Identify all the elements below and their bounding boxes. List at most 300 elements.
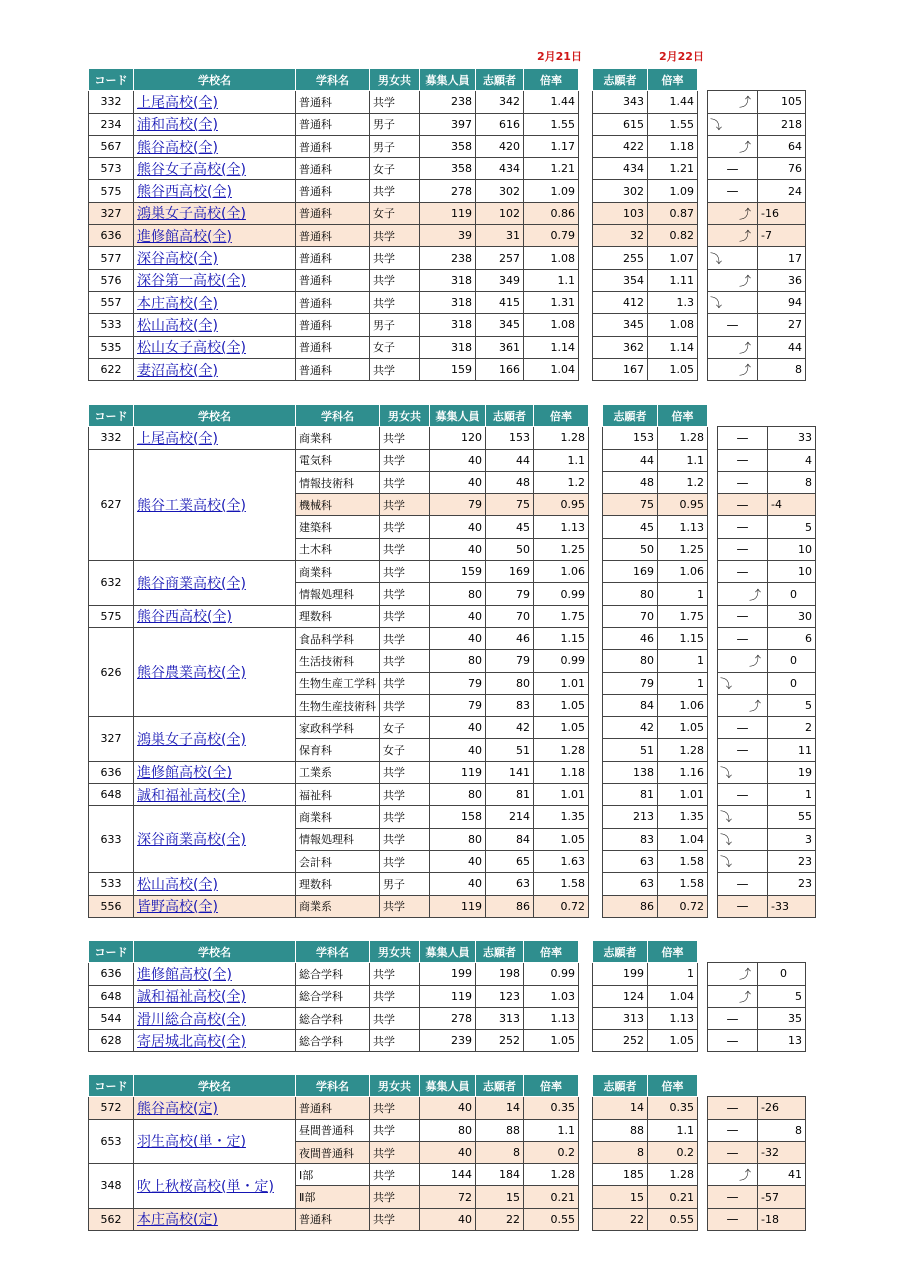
school-code: 533 bbox=[89, 314, 134, 336]
applicants-day2: 83 bbox=[603, 828, 658, 850]
header-applicants-day2: 志願者 bbox=[593, 941, 648, 963]
gender: 共学 bbox=[380, 449, 430, 471]
ratio-day1: 1.1 bbox=[524, 1119, 579, 1141]
department: Ⅱ部 bbox=[296, 1186, 370, 1208]
margin-value: 0 bbox=[758, 963, 806, 985]
ratio-day1: 0.21 bbox=[524, 1186, 579, 1208]
school-code: 348 bbox=[89, 1164, 134, 1209]
spacer bbox=[698, 135, 708, 157]
trend-cell bbox=[708, 1208, 758, 1230]
gender: 共学 bbox=[370, 1097, 420, 1119]
gender: 女子 bbox=[380, 717, 430, 739]
trend-up-icon: ⤴ bbox=[738, 363, 751, 377]
capacity: 159 bbox=[420, 358, 476, 380]
margin-value: 0 bbox=[768, 583, 816, 605]
spacer bbox=[579, 69, 593, 91]
gender: 共学 bbox=[380, 427, 430, 449]
gender: 女子 bbox=[370, 202, 420, 224]
ratio-day2: 1.11 bbox=[648, 269, 698, 291]
department: 商業系 bbox=[296, 895, 380, 917]
header-applicants-day2: 志願者 bbox=[603, 405, 658, 427]
spacer bbox=[708, 784, 718, 806]
applicants-day1: 48 bbox=[486, 471, 534, 493]
school-link[interactable]: 本庄高校(定) bbox=[137, 1212, 218, 1229]
trend-cell bbox=[718, 605, 768, 627]
trend-down-icon: ⤵ bbox=[720, 676, 733, 691]
spacer bbox=[589, 806, 603, 828]
header-school: 学校名 bbox=[134, 69, 296, 91]
table-row bbox=[89, 449, 816, 471]
ratio-day1: 1.05 bbox=[534, 828, 589, 850]
ratio-day2: 1.3 bbox=[648, 291, 698, 313]
department: 普通科 bbox=[296, 247, 370, 269]
header-dept: 学科名 bbox=[296, 1075, 370, 1097]
applicants-day2: 22 bbox=[593, 1208, 648, 1230]
spacer bbox=[698, 314, 708, 336]
gender: 共学 bbox=[380, 494, 430, 516]
trend-up-icon: ⤴ bbox=[738, 140, 751, 155]
capacity: 119 bbox=[420, 985, 476, 1007]
department: 理数科 bbox=[296, 605, 380, 627]
school-code: 573 bbox=[89, 158, 134, 180]
header-ratio-day2: 倍率 bbox=[648, 69, 698, 91]
department: 普通科 bbox=[296, 291, 370, 313]
spacer bbox=[698, 985, 708, 1007]
department: 普通科 bbox=[296, 314, 370, 336]
trend-cell bbox=[718, 761, 768, 783]
trend-up-icon: ⤴ bbox=[738, 1168, 751, 1183]
ratio-day2: 0.21 bbox=[648, 1186, 698, 1208]
ratio-day2: 1.08 bbox=[648, 314, 698, 336]
margin-value: 0 bbox=[768, 650, 816, 672]
department: 総合学科 bbox=[296, 1007, 370, 1029]
applicants-day2: 412 bbox=[593, 291, 648, 313]
school-code: 575 bbox=[89, 180, 134, 202]
gender: 共学 bbox=[380, 850, 430, 872]
applicants-day1: 50 bbox=[486, 538, 534, 560]
margin-value: 218 bbox=[758, 113, 806, 135]
school-name-cell bbox=[134, 291, 296, 313]
capacity: 80 bbox=[430, 784, 486, 806]
margin-value: -16 bbox=[758, 202, 806, 224]
spacer bbox=[708, 806, 718, 828]
school-link[interactable]: 上尾高校(全) bbox=[137, 94, 218, 111]
spacer bbox=[579, 113, 593, 135]
trend-up-icon: ⤴ bbox=[748, 587, 761, 602]
school-name-cell bbox=[134, 202, 296, 224]
applicants-day1: 184 bbox=[476, 1164, 524, 1186]
trend-cell bbox=[708, 113, 758, 135]
department: 夜間普通科 bbox=[296, 1141, 370, 1163]
capacity: 40 bbox=[420, 1097, 476, 1119]
margin-value: 24 bbox=[758, 180, 806, 202]
applicants-day1: 79 bbox=[486, 583, 534, 605]
trend-cell bbox=[718, 561, 768, 583]
school-link[interactable]: 熊谷西高校(全) bbox=[137, 184, 232, 201]
spacer bbox=[708, 471, 718, 493]
spacer bbox=[579, 91, 593, 113]
trend-cell bbox=[718, 627, 768, 649]
gender: 男子 bbox=[380, 873, 430, 895]
applicants-day1: 123 bbox=[476, 985, 524, 1007]
school-name-cell bbox=[134, 1097, 296, 1119]
ratio-day1: 0.86 bbox=[524, 202, 579, 224]
margin-value: -4 bbox=[768, 494, 816, 516]
spacer bbox=[698, 113, 708, 135]
applicants-day2: 313 bbox=[593, 1007, 648, 1029]
ratio-day1: 1.63 bbox=[534, 850, 589, 872]
applicants-day1: 166 bbox=[476, 358, 524, 380]
school-name-cell bbox=[134, 1007, 296, 1029]
school-link[interactable]: 鴻巣女子高校(全) bbox=[137, 206, 246, 223]
trend-cell bbox=[708, 1007, 758, 1029]
applicants-day2: 14 bbox=[593, 1097, 648, 1119]
gender: 共学 bbox=[370, 1208, 420, 1230]
school-link[interactable]: 進修館高校(全) bbox=[137, 966, 232, 983]
trend-flat-icon: — bbox=[736, 520, 749, 535]
applicants-day1: 65 bbox=[486, 850, 534, 872]
applicants-day2: 434 bbox=[593, 158, 648, 180]
trend-flat-icon: — bbox=[726, 1212, 739, 1227]
header-capacity: 募集人員 bbox=[420, 1075, 476, 1097]
school-link[interactable]: 熊谷女子高校(全) bbox=[137, 161, 246, 178]
school-link[interactable]: 松山高校(全) bbox=[137, 876, 218, 893]
applicants-day2: 32 bbox=[593, 225, 648, 247]
spacer bbox=[589, 516, 603, 538]
department: 保育科 bbox=[296, 739, 380, 761]
margin-value: 8 bbox=[758, 358, 806, 380]
school-link[interactable]: 深谷高校(全) bbox=[137, 251, 218, 268]
spacer bbox=[698, 91, 708, 113]
trend-cell bbox=[708, 269, 758, 291]
school-link[interactable]: 熊谷高校(全) bbox=[137, 139, 218, 156]
ratio-day2: 1.28 bbox=[658, 739, 708, 761]
gender: 共学 bbox=[380, 627, 430, 649]
spacer bbox=[708, 761, 718, 783]
trend-down-icon: ⤵ bbox=[710, 296, 723, 311]
applicants-day1: 349 bbox=[476, 269, 524, 291]
ratio-day2: 1.28 bbox=[658, 427, 708, 449]
applicants-day1: 79 bbox=[486, 650, 534, 672]
school-link[interactable]: 羽生高校(単・定) bbox=[137, 1134, 246, 1151]
table-row bbox=[89, 225, 806, 247]
ratio-day2: 0.82 bbox=[648, 225, 698, 247]
spacer bbox=[698, 1007, 708, 1029]
margin-value: 44 bbox=[758, 336, 806, 358]
school-name-cell bbox=[134, 605, 296, 627]
school-link[interactable]: 妻沼高校(全) bbox=[137, 362, 218, 379]
trend-down-icon: ⤵ bbox=[720, 810, 733, 825]
ratio-day2: 0.72 bbox=[658, 895, 708, 917]
capacity: 318 bbox=[420, 336, 476, 358]
department: 生活技術科 bbox=[296, 650, 380, 672]
applicants-day1: 420 bbox=[476, 135, 524, 157]
gender: 共学 bbox=[370, 1141, 420, 1163]
spacer bbox=[579, 1141, 593, 1163]
school-link[interactable]: 熊谷西高校(全) bbox=[137, 609, 232, 626]
applicants-day2: 45 bbox=[603, 516, 658, 538]
school-code: 562 bbox=[89, 1208, 134, 1230]
applicants-day2: 103 bbox=[593, 202, 648, 224]
spacer bbox=[579, 269, 593, 291]
applicants-day2: 79 bbox=[603, 672, 658, 694]
trend-flat-icon: — bbox=[736, 497, 749, 512]
school-link[interactable]: 寄居城北高校(全) bbox=[137, 1033, 246, 1050]
ratio-day1: 1.05 bbox=[534, 717, 589, 739]
header-school: 学校名 bbox=[134, 1075, 296, 1097]
gender: 共学 bbox=[380, 583, 430, 605]
gender: 共学 bbox=[380, 694, 430, 716]
trend-flat-icon: — bbox=[726, 1033, 739, 1048]
school-code: 633 bbox=[89, 806, 134, 873]
spacer bbox=[708, 516, 718, 538]
ratio-day1: 1.13 bbox=[524, 1007, 579, 1029]
applicants-day2: 48 bbox=[603, 471, 658, 493]
spacer bbox=[708, 873, 718, 895]
gender: 共学 bbox=[380, 895, 430, 917]
gender: 共学 bbox=[370, 1007, 420, 1029]
table-row bbox=[89, 1007, 806, 1029]
spacer bbox=[579, 941, 593, 963]
school-name-cell bbox=[134, 158, 296, 180]
capacity: 119 bbox=[430, 895, 486, 917]
spacer bbox=[589, 427, 603, 449]
applicants-day2: 345 bbox=[593, 314, 648, 336]
applicants-day2: 51 bbox=[603, 739, 658, 761]
department: 情報処理科 bbox=[296, 828, 380, 850]
spacer bbox=[698, 963, 708, 985]
department: 普通科 bbox=[296, 1097, 370, 1119]
ratio-day2: 1.58 bbox=[658, 873, 708, 895]
capacity: 120 bbox=[430, 427, 486, 449]
margin-value: 1 bbox=[768, 784, 816, 806]
school-link[interactable]: 熊谷商業高校(全) bbox=[137, 575, 246, 592]
trend-flat-icon: — bbox=[736, 609, 749, 624]
trend-cell bbox=[708, 291, 758, 313]
margin-value: 55 bbox=[768, 806, 816, 828]
trend-cell bbox=[708, 202, 758, 224]
header-dept: 学科名 bbox=[296, 69, 370, 91]
spacer bbox=[579, 135, 593, 157]
spacer bbox=[698, 1186, 708, 1208]
school-link[interactable]: 誠和福祉高校(全) bbox=[137, 787, 246, 804]
school-name-cell bbox=[134, 1030, 296, 1052]
capacity: 278 bbox=[420, 180, 476, 202]
school-name-cell bbox=[134, 895, 296, 917]
trend-up-icon: ⤴ bbox=[738, 95, 751, 110]
spacer bbox=[698, 1208, 708, 1230]
table-row bbox=[89, 1097, 806, 1119]
applicants-day2: 185 bbox=[593, 1164, 648, 1186]
ratio-day2: 1.06 bbox=[658, 694, 708, 716]
table-row bbox=[89, 627, 816, 649]
school-link[interactable]: 熊谷農業高校(全) bbox=[137, 665, 246, 682]
spacer bbox=[708, 850, 718, 872]
header-dept: 学科名 bbox=[296, 941, 370, 963]
school-code: 632 bbox=[89, 561, 134, 606]
margin-value: -7 bbox=[758, 225, 806, 247]
school-link[interactable]: 深谷第一高校(全) bbox=[137, 273, 246, 290]
school-name-cell bbox=[134, 180, 296, 202]
trend-up-icon: ⤴ bbox=[738, 229, 751, 244]
trend-cell bbox=[718, 650, 768, 672]
trend-flat-icon: — bbox=[736, 542, 749, 557]
spacer bbox=[708, 627, 718, 649]
ratio-day2: 1.06 bbox=[658, 561, 708, 583]
school-link[interactable]: 熊谷工業高校(全) bbox=[137, 497, 246, 514]
school-link[interactable]: 深谷商業高校(全) bbox=[137, 832, 246, 849]
school-link[interactable]: 進修館高校(全) bbox=[137, 228, 232, 245]
school-code: 556 bbox=[89, 895, 134, 917]
ratio-day2: 1.75 bbox=[658, 605, 708, 627]
ratio-day2: 0.2 bbox=[648, 1141, 698, 1163]
school-link[interactable]: 上尾高校(全) bbox=[137, 430, 218, 447]
ratio-day2: 1.04 bbox=[658, 828, 708, 850]
spacer bbox=[698, 1097, 708, 1119]
applicants-day1: 257 bbox=[476, 247, 524, 269]
applicants-day1: 153 bbox=[486, 427, 534, 449]
margin-value: 36 bbox=[758, 269, 806, 291]
school-link[interactable]: 松山高校(全) bbox=[137, 317, 218, 334]
gender: 共学 bbox=[370, 985, 420, 1007]
school-code: 544 bbox=[89, 1007, 134, 1029]
capacity: 238 bbox=[420, 91, 476, 113]
school-code: 636 bbox=[89, 225, 134, 247]
date-label-2: 2月22日 bbox=[659, 50, 704, 63]
spacer bbox=[708, 538, 718, 560]
applicants-day1: 86 bbox=[486, 895, 534, 917]
table-row bbox=[89, 247, 806, 269]
department: 商業科 bbox=[296, 561, 380, 583]
school-link[interactable]: 本庄高校(全) bbox=[137, 295, 218, 312]
capacity: 80 bbox=[420, 1119, 476, 1141]
table-row bbox=[89, 717, 816, 739]
gender: 共学 bbox=[370, 247, 420, 269]
trend-flat-icon: — bbox=[736, 631, 749, 646]
trend-up-icon: ⤴ bbox=[748, 699, 761, 713]
school-link[interactable]: 誠和福祉高校(全) bbox=[137, 989, 246, 1006]
capacity: 40 bbox=[430, 627, 486, 649]
table-row bbox=[89, 358, 806, 380]
margin-value: 4 bbox=[768, 449, 816, 471]
school-link[interactable]: 滑川総合高校(全) bbox=[137, 1011, 246, 1028]
spacer bbox=[579, 1164, 593, 1186]
header-ratio-day2: 倍率 bbox=[648, 1075, 698, 1097]
table-row bbox=[89, 1119, 806, 1141]
ratio-day1: 0.99 bbox=[534, 583, 589, 605]
spacer bbox=[708, 739, 718, 761]
applicants-day1: 252 bbox=[476, 1030, 524, 1052]
header-applicants-day2: 志願者 bbox=[593, 69, 648, 91]
ratio-day2: 1.05 bbox=[648, 358, 698, 380]
capacity: 318 bbox=[420, 291, 476, 313]
spacer bbox=[589, 784, 603, 806]
applicants-day1: 616 bbox=[476, 113, 524, 135]
margin-value: 23 bbox=[768, 850, 816, 872]
department: 普通科 bbox=[296, 1208, 370, 1230]
ratio-day2: 1.1 bbox=[648, 1119, 698, 1141]
school-link[interactable]: 浦和高校(全) bbox=[137, 117, 218, 134]
school-link[interactable]: 皆野高校(全) bbox=[137, 899, 218, 916]
ratio-day1: 1.01 bbox=[534, 784, 589, 806]
header-code: コード bbox=[89, 69, 134, 91]
margin-value: 105 bbox=[758, 91, 806, 113]
spacer bbox=[589, 561, 603, 583]
applicants-day2: 255 bbox=[593, 247, 648, 269]
spacer bbox=[579, 1119, 593, 1141]
school-link[interactable]: 進修館高校(全) bbox=[137, 765, 232, 782]
trend-flat-icon: — bbox=[726, 1011, 739, 1026]
spacer bbox=[589, 471, 603, 493]
capacity: 119 bbox=[430, 761, 486, 783]
school-code: 577 bbox=[89, 247, 134, 269]
school-name-cell bbox=[134, 225, 296, 247]
table-row bbox=[89, 314, 806, 336]
school-code: 648 bbox=[89, 784, 134, 806]
margin-value: 0 bbox=[768, 672, 816, 694]
trend-flat-icon: — bbox=[736, 787, 749, 802]
school-name-cell bbox=[134, 717, 296, 762]
header-row bbox=[89, 405, 816, 427]
applicants-day1: 88 bbox=[476, 1119, 524, 1141]
school-link[interactable]: 吹上秋桜高校(単・定) bbox=[137, 1178, 274, 1195]
applicants-day2: 422 bbox=[593, 135, 648, 157]
capacity: 40 bbox=[420, 1141, 476, 1163]
table-row bbox=[89, 561, 816, 583]
applicants-day2: 167 bbox=[593, 358, 648, 380]
trend-down-icon: ⤵ bbox=[720, 832, 733, 847]
capacity: 144 bbox=[420, 1164, 476, 1186]
header-ratio: 倍率 bbox=[524, 69, 579, 91]
school-link[interactable]: 松山女子高校(全) bbox=[137, 340, 246, 357]
school-name-cell bbox=[134, 135, 296, 157]
applicants-day1: 42 bbox=[486, 717, 534, 739]
school-link[interactable]: 鴻巣女子高校(全) bbox=[137, 731, 246, 748]
gender: 共学 bbox=[380, 538, 430, 560]
capacity: 40 bbox=[430, 538, 486, 560]
trend-cell bbox=[718, 739, 768, 761]
spacer bbox=[698, 269, 708, 291]
header-applicants: 志願者 bbox=[476, 941, 524, 963]
school-link[interactable]: 熊谷高校(定) bbox=[137, 1100, 218, 1117]
spacer bbox=[589, 605, 603, 627]
gender: 共学 bbox=[370, 180, 420, 202]
ratio-day1: 1.1 bbox=[534, 449, 589, 471]
gender: 共学 bbox=[380, 650, 430, 672]
applicants-day2: 153 bbox=[603, 427, 658, 449]
spacer bbox=[708, 1075, 758, 1097]
table-row bbox=[89, 761, 816, 783]
capacity: 79 bbox=[430, 494, 486, 516]
trend-cell bbox=[708, 225, 758, 247]
capacity: 159 bbox=[430, 561, 486, 583]
school-name-cell bbox=[134, 269, 296, 291]
trend-flat-icon: — bbox=[726, 1123, 739, 1138]
applicants-day2: 46 bbox=[603, 627, 658, 649]
header-capacity: 募集人員 bbox=[420, 69, 476, 91]
trend-flat-icon: — bbox=[736, 430, 749, 445]
trend-down-icon: ⤵ bbox=[720, 855, 733, 870]
applicants-day1: 214 bbox=[486, 806, 534, 828]
spacer bbox=[579, 291, 593, 313]
trend-flat-icon: — bbox=[726, 1145, 739, 1160]
margin-value: 8 bbox=[758, 1119, 806, 1141]
spacer bbox=[708, 449, 718, 471]
applicants-day1: 342 bbox=[476, 91, 524, 113]
header-ratio-day2: 倍率 bbox=[648, 941, 698, 963]
ratio-day1: 1.21 bbox=[524, 158, 579, 180]
spacer bbox=[708, 561, 718, 583]
